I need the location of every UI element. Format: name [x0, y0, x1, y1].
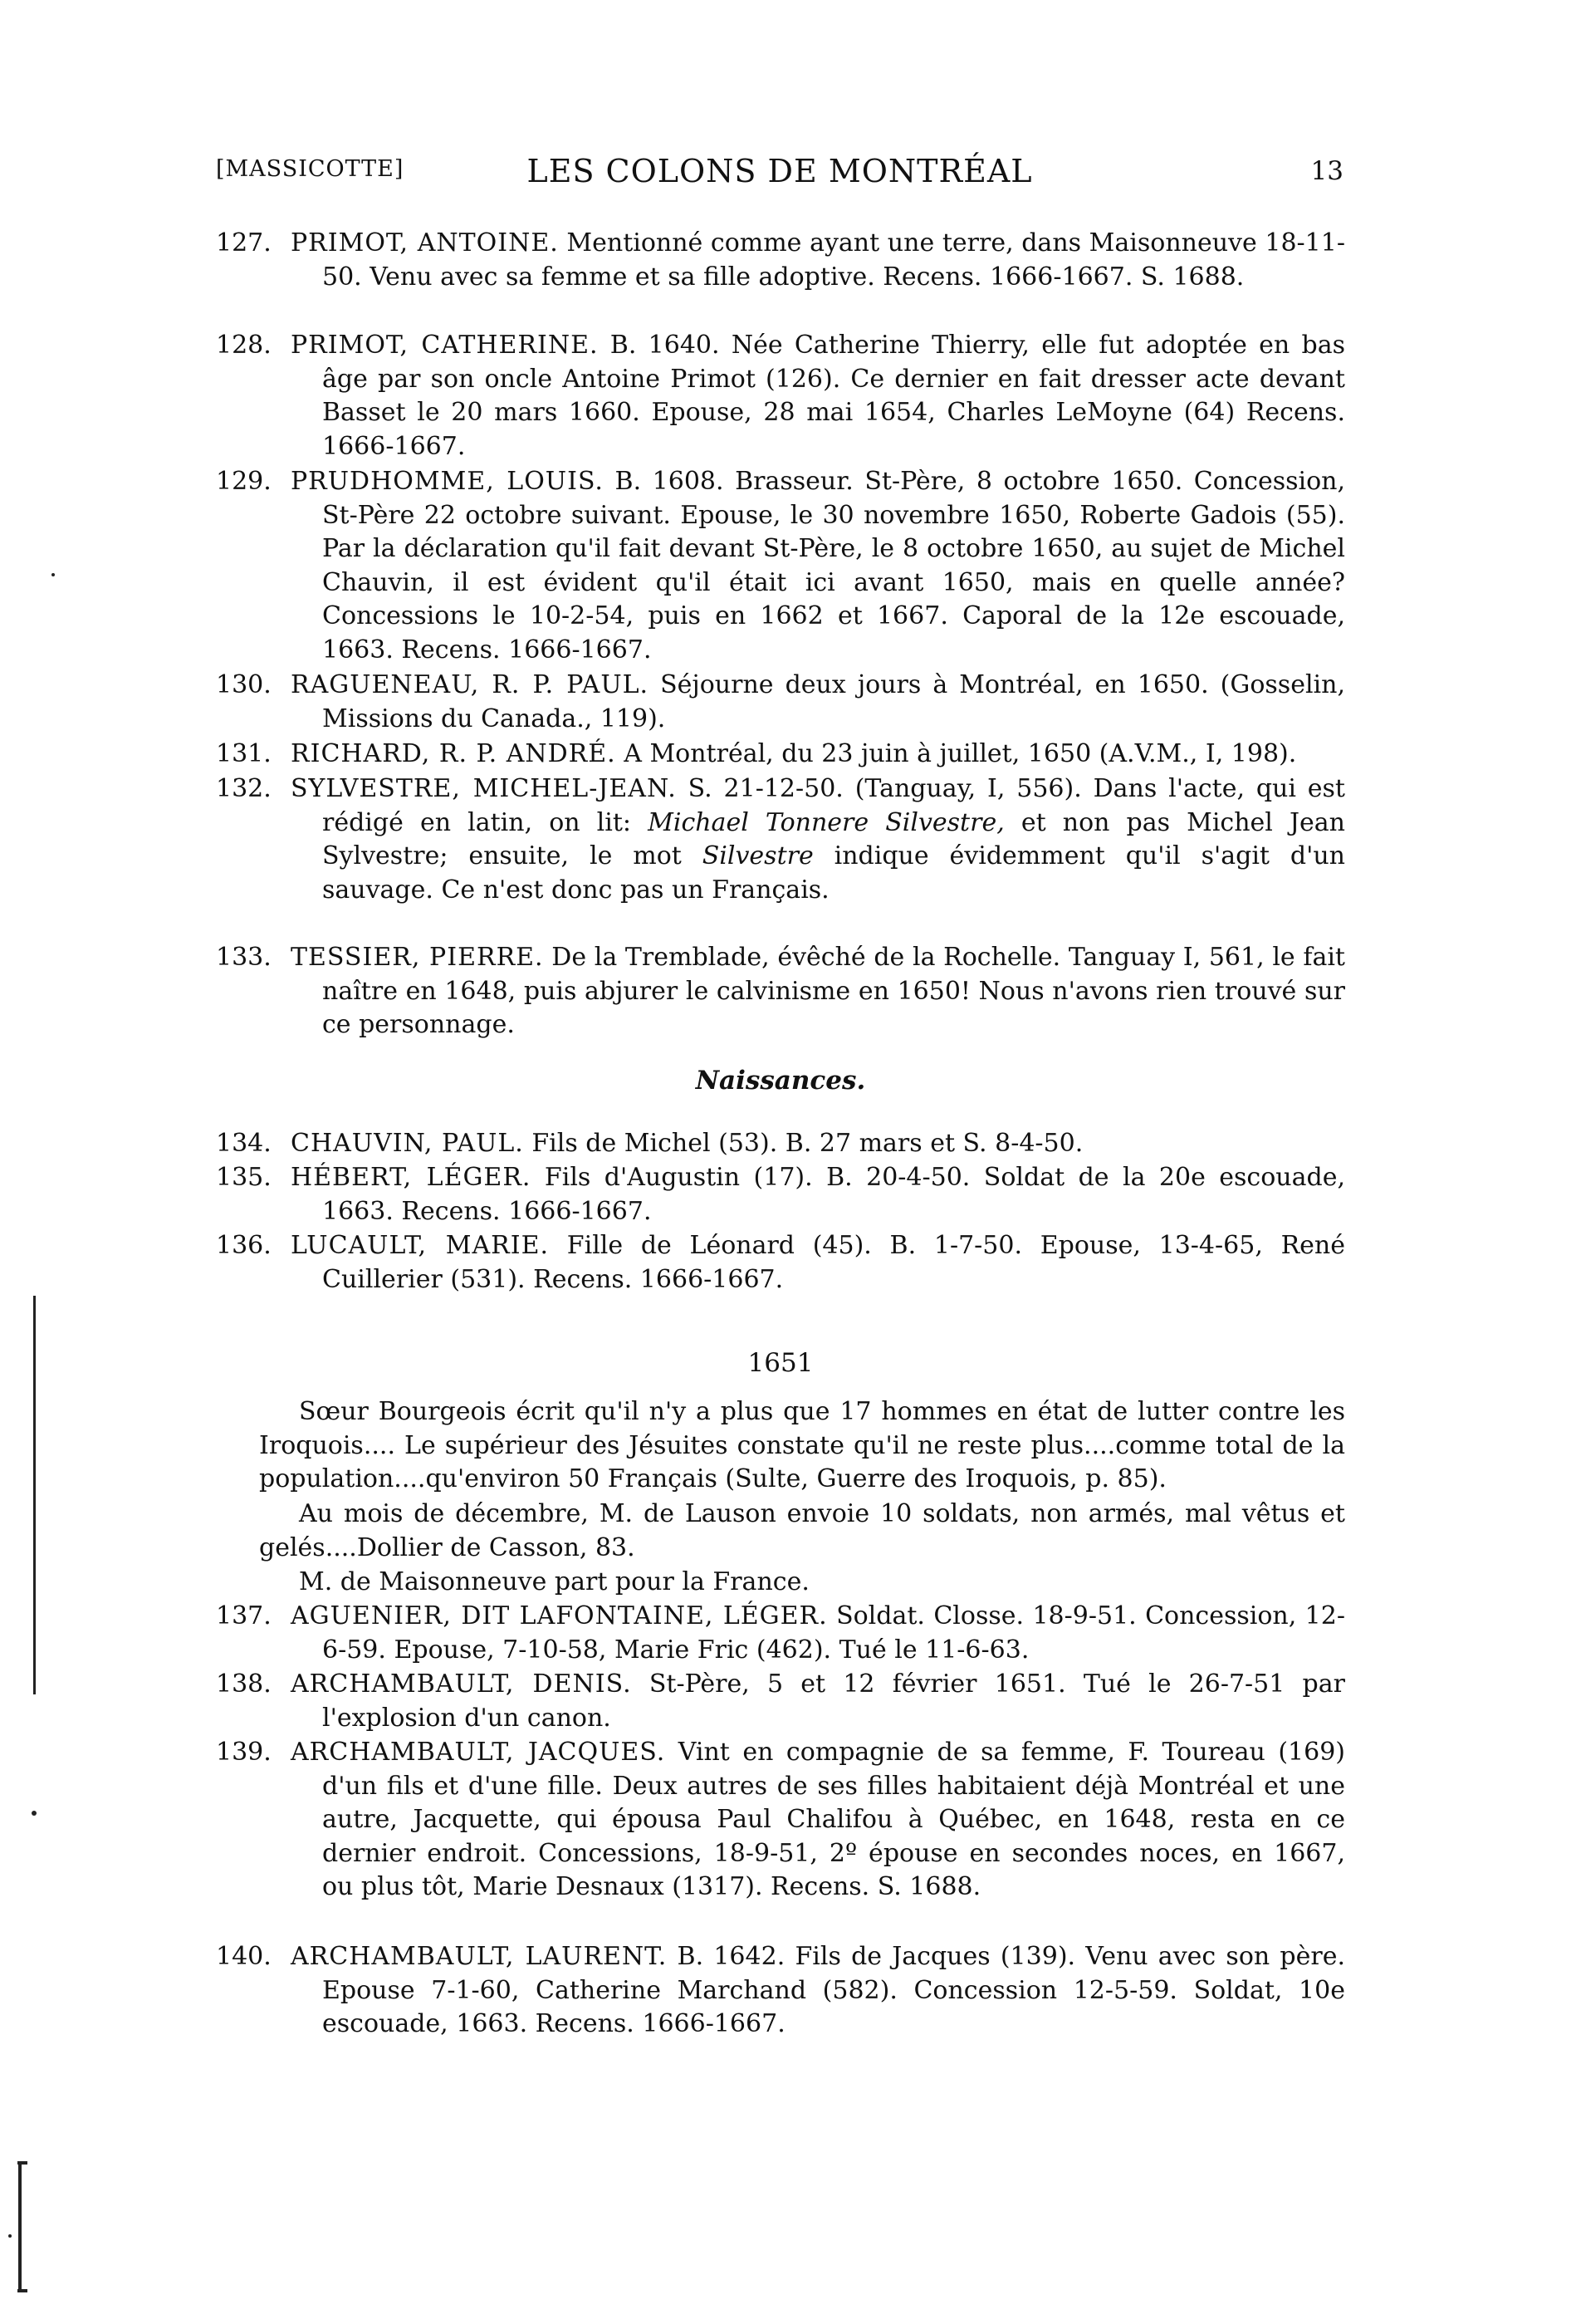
paragraph-text: Au mois de décembre, M. de Lauson envoie 10 soldats, non armés, mal vêtus et gelés....Dollier de Casson, 83. — [259, 1499, 1345, 1562]
paragraph-bourgeois — [259, 1395, 1345, 1497]
entry-name: ARCHAMBAULT, JACQUES. — [291, 1738, 666, 1767]
entry-130 — [216, 669, 1345, 736]
entry-129 — [216, 465, 1345, 668]
entry-number: 137. — [216, 1601, 272, 1630]
entry-name: RICHARD, R. P. ANDRÉ. — [291, 739, 616, 768]
paragraph-text: M. de Maisonneuve part pour la France. — [299, 1567, 810, 1596]
entry-name: TESSIER, PIERRE. — [291, 943, 544, 972]
entry-text: S. 21-12-50. (Tanguay, I, 556). Dans l'acte, qui est rédigé en latin, on lit: — [322, 774, 1345, 837]
entry-133 — [216, 941, 1345, 1042]
entry-138 — [216, 1668, 1345, 1735]
entry-number: 133. — [216, 943, 272, 972]
scan-margin-tick — [17, 2161, 27, 2165]
entry-136 — [216, 1229, 1345, 1297]
scan-dot — [51, 573, 55, 576]
entry-number: 132. — [216, 774, 272, 803]
entry-name: ARCHAMBAULT, LAURENT. — [291, 1942, 668, 1971]
entry-number: 135. — [216, 1163, 272, 1192]
author-tag: [MASSICOTTE] — [216, 156, 404, 182]
scan-margin-line — [18, 2164, 22, 2292]
latin-name: Michael Tonnere Silvestre, — [648, 807, 1005, 837]
entry-number: 138. — [216, 1669, 272, 1699]
entry-text: Vint en compagnie de sa femme, F. Toureau (169) d'un fils et d'une fille. Deux autres de ses filles habitaient déjà Montréal et une autre, Jacquette, qui épousa Paul Chalifou à Québec, en 1648, resta en ce dernier endroit. Concessions, 18-9-51, 2º épouse en secondes noces, en 1667, ou plus tôt, Marie Desnaux (1317). Recens. S. 1688. — [322, 1738, 1345, 1902]
entry-134 — [216, 1127, 1345, 1161]
entry-text: A Montréal, du 23 juin à juillet, 1650 (A.V.M., I, 198). — [615, 739, 1297, 768]
entry-name: AGUENIER, DIT LAFONTAINE, LÉGER. — [291, 1601, 828, 1630]
entry-number: 129. — [216, 467, 272, 496]
entry-140 — [216, 1940, 1345, 2042]
page-header — [216, 153, 1344, 198]
entry-139 — [216, 1736, 1345, 1905]
entry-name: LUCAULT, MARIE. — [291, 1231, 550, 1260]
entry-name: PRUDHOMME, LOUIS. — [291, 467, 604, 496]
entry-text: Fils de Michel (53). B. 27 mars et S. 8-4-50. — [523, 1129, 1084, 1158]
entry-128 — [216, 329, 1345, 463]
entry-number: 130. — [216, 670, 272, 699]
section-title-naissances: Naissances. — [695, 1066, 866, 1096]
entry-number: 134. — [216, 1129, 272, 1158]
entry-text: Séjourne deux jours à Montréal, en 1650. (Gosselin, Missions du Canada., 119). — [322, 670, 1345, 733]
entry-text: Soldat. Closse. 18-9-51. Concession, 12-6-59. Epouse, 7-10-58, Marie Fric (462). Tué le 11-6-63. — [322, 1601, 1345, 1665]
entry-name: SYLVESTRE, MICHEL-JEAN. — [291, 774, 677, 803]
entry-number: 136. — [216, 1231, 272, 1260]
page-number: 13 — [1310, 156, 1344, 186]
entry-name: ARCHAMBAULT, DENIS. — [291, 1669, 632, 1699]
scan-margin-tick — [17, 2289, 27, 2292]
entry-number: 128. — [216, 331, 272, 360]
entry-text: et non pas Michel Jean Sylvestre; ensuite, le mot — [322, 807, 1345, 871]
section-title-year: 1651 — [747, 1348, 814, 1378]
running-title: LES COLONS DE MONTRÉAL — [526, 153, 1033, 189]
latin-word: Silvestre — [702, 841, 814, 871]
entry-text: B. 1642. Fils de Jacques (139). Venu avec son père. Epouse 7-1-60, Catherine Marchand (582). Concession 12-5-59. Soldat, 10e escouade, 1663. Recens. 1666-1667. — [322, 1942, 1346, 2039]
entry-137 — [216, 1600, 1345, 1667]
entry-name: RAGUENEAU, R. P. PAUL. — [291, 670, 649, 699]
entry-name: PRIMOT, CATHERINE. — [291, 331, 599, 360]
entry-name: CHAUVIN, PAUL. — [291, 1129, 524, 1158]
scan-dot — [8, 2234, 12, 2238]
entry-number: 140. — [216, 1942, 272, 1971]
entry-text: Mentionné comme ayant une terre, dans Maisonneuve 18-11-50. Venu avec sa femme et sa fille adoptive. Recens. 1666-1667. S. 1688. — [322, 228, 1345, 292]
entry-number: 139. — [216, 1738, 272, 1767]
entry-name: HÉBERT, LÉGER. — [291, 1163, 531, 1192]
entry-number: 131. — [216, 739, 272, 768]
entry-text: Fille de Léonard (45). B. 1-7-50. Epouse, 13-4-65, René Cuillerier (531). Recens. 1666-1667. — [322, 1231, 1345, 1294]
entry-127 — [216, 227, 1345, 294]
entry-text: Fils d'Augustin (17). B. 20-4-50. Soldat de la 20e escouade, 1663. Recens. 1666-1667. — [322, 1163, 1345, 1226]
entry-132 — [216, 772, 1345, 907]
entry-text: De la Tremblade, évêché de la Rochelle. Tanguay I, 561, le fait naître en 1648, puis abjurer le calvinisme en 1650! Nous n'avons rien trouvé sur ce personnage. — [322, 943, 1345, 1040]
entry-text: indique évidemment qu'il s'agit d'un sauvage. Ce n'est donc pas un Français. — [322, 841, 1345, 905]
paragraph-text: Sœur Bourgeois écrit qu'il n'y a plus que 17 hommes en état de lutter contre les Iroquois.... Le supérieur des Jésuites constate qu'il ne reste plus....comme total de la population....qu'environ 50 Français (Sulte, Guerre des Iroquois, p. 85). — [259, 1397, 1345, 1494]
scan-margin-line — [33, 1296, 36, 1694]
entry-text: B. 1640. Née Catherine Thierry, elle fut adoptée en bas âge par son oncle Antoine Primot (126). Ce dernier en fait dresser acte devant Basset le 20 mars 1660. Epouse, 28 mai 1654, Charles LeMoyne (64) Recens. 1666-1667. — [322, 331, 1345, 461]
entry-135 — [216, 1161, 1345, 1228]
entry-131 — [216, 738, 1345, 772]
paragraph-maisonneuve — [259, 1566, 1345, 1600]
paragraph-lauson — [259, 1498, 1345, 1565]
entry-name: PRIMOT, ANTOINE. — [291, 228, 559, 257]
entry-text: B. 1608. Brasseur. St-Père, 8 octobre 1650. Concession, St-Père 22 octobre suivant. Epouse, le 30 novembre 1650, Roberte Gadois (55). Par la déclaration qu'il fait devant St-Père, le 8 octobre 1650, au sujet de Michel Chauvin, il est évident qu'il était ici avant 1650, mais en quelle année? Concessions le 10-2-54, puis en 1662 et 1667. Caporal de la 12e escouade, 1663. Recens. 1666-1667. — [322, 467, 1345, 664]
entry-text: St-Père, 5 et 12 février 1651. Tué le 26-7-51 par l'explosion d'un canon. — [322, 1669, 1345, 1733]
scan-dot — [32, 1811, 37, 1816]
entry-number: 127. — [216, 228, 272, 257]
